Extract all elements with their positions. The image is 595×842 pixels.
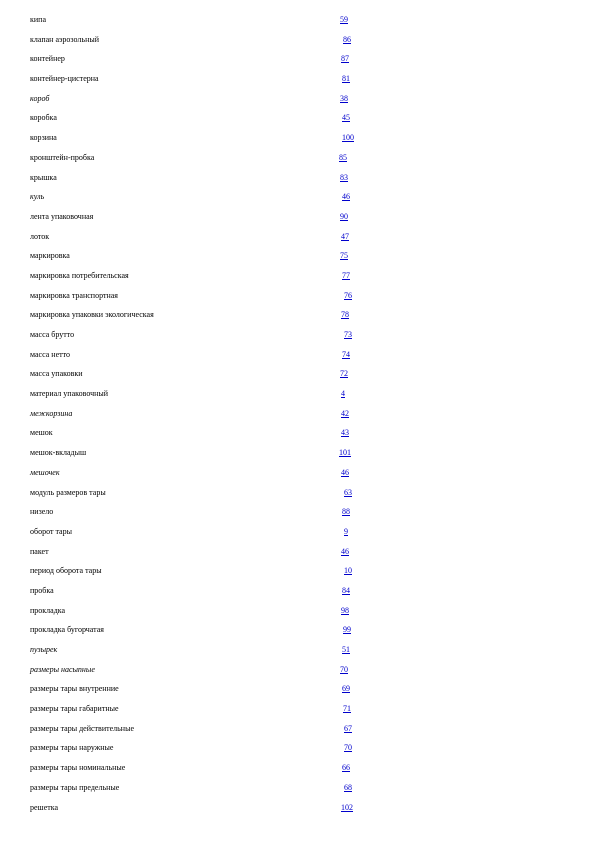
index-term: пакет — [30, 546, 49, 556]
index-entry — [0, 488, 595, 508]
index-term: прокладка — [30, 605, 66, 615]
page-number-link[interactable]: 47 — [341, 231, 349, 241]
index-term: период оборота тары — [30, 566, 102, 576]
index-term: короб — [30, 93, 50, 103]
index-entry — [0, 15, 595, 35]
index-term: низело — [30, 507, 54, 517]
index-term: межкорзина — [30, 408, 73, 418]
page-number-link[interactable]: 81 — [342, 74, 350, 84]
index-entry — [0, 724, 595, 744]
index-term: коробка — [30, 113, 57, 123]
page-number-link[interactable]: 88 — [342, 507, 350, 517]
index-entry — [0, 35, 595, 55]
page-number-link[interactable]: 43 — [341, 428, 349, 438]
index-term: кронштейн-пробка — [30, 152, 95, 162]
index-term: размеры тары габаритные — [30, 704, 119, 714]
page-number-link[interactable]: 83 — [340, 172, 348, 182]
index-entry — [0, 212, 595, 232]
index-term: маркировка — [30, 251, 70, 261]
page-number-link[interactable]: 90 — [340, 211, 348, 221]
index-entry — [0, 507, 595, 527]
page-number-link[interactable]: 63 — [344, 487, 352, 497]
index-entry — [0, 783, 595, 803]
index-term: куль — [30, 192, 45, 202]
index-entry — [0, 350, 595, 370]
index-entry — [0, 468, 595, 488]
index-entry — [0, 113, 595, 133]
index-term: размеры тары действительные — [30, 723, 135, 733]
page-number-link[interactable]: 98 — [341, 605, 349, 615]
index-term: кипа — [30, 15, 46, 24]
page-number-link[interactable]: 85 — [339, 152, 347, 162]
index-term: клапан аэрозольный — [30, 34, 100, 44]
page-number-link[interactable]: 4 — [341, 389, 345, 399]
index-term: маркировка транспортная — [30, 290, 118, 300]
index-entry — [0, 684, 595, 704]
index-term: крышка — [30, 172, 57, 182]
index-entry — [0, 251, 595, 271]
index-term: решетка — [30, 802, 59, 812]
index-term: оборот тары — [30, 526, 72, 536]
index-entry — [0, 763, 595, 783]
index-entry — [0, 310, 595, 330]
index-term: контейнер — [30, 54, 65, 64]
index-entry — [0, 271, 595, 291]
page-number-link[interactable]: 46 — [341, 546, 349, 556]
page-number-link[interactable]: 59 — [340, 15, 348, 24]
page-number-link[interactable]: 9 — [344, 526, 348, 536]
index-term: контейнер-цистерна — [30, 74, 99, 84]
index-entry — [0, 566, 595, 586]
index-entry — [0, 547, 595, 567]
page-number-link[interactable]: 67 — [344, 723, 352, 733]
index-term: размеры тары номинальные — [30, 763, 126, 773]
page-number-link[interactable]: 10 — [344, 566, 352, 576]
index-term: масса брутто — [30, 330, 75, 339]
index-term: маркировка потребительская — [30, 270, 129, 280]
index-entry — [0, 133, 595, 153]
term-index-list — [0, 15, 595, 822]
index-entry — [0, 173, 595, 193]
page-number-link[interactable]: 71 — [343, 704, 351, 714]
index-entry — [0, 409, 595, 429]
page-number-link[interactable]: 101 — [339, 448, 351, 458]
index-entry — [0, 369, 595, 389]
index-entry — [0, 153, 595, 173]
index-entry — [0, 527, 595, 547]
page-number-link[interactable]: 51 — [342, 645, 350, 654]
index-entry — [0, 625, 595, 645]
page-number-link[interactable]: 69 — [342, 684, 350, 694]
page-number-link[interactable]: 73 — [344, 330, 352, 339]
index-entry — [0, 803, 595, 823]
index-term: размеры насыпные — [30, 664, 95, 674]
page-number-link[interactable]: 70 — [344, 743, 352, 753]
page-number-link[interactable]: 72 — [340, 369, 348, 379]
index-term: размеры тары наружные — [30, 743, 114, 753]
page-number-link[interactable]: 46 — [341, 467, 349, 477]
index-term: мешочек — [30, 467, 60, 477]
index-term: пузырек — [30, 645, 58, 654]
page-number-link[interactable]: 84 — [342, 585, 350, 595]
page-number-link[interactable]: 76 — [344, 290, 352, 300]
index-term: масса нетто — [30, 349, 71, 359]
page-number-link[interactable]: 78 — [341, 310, 349, 320]
page-number-link[interactable]: 87 — [341, 54, 349, 64]
page-number-link[interactable]: 42 — [341, 408, 349, 418]
page-number-link[interactable]: 102 — [341, 802, 353, 812]
index-entry — [0, 665, 595, 685]
index-term: материал упаковочный — [30, 389, 109, 399]
page-number-link[interactable]: 66 — [342, 763, 350, 773]
index-entry — [0, 74, 595, 94]
page-number-link[interactable]: 46 — [342, 192, 350, 202]
index-term: лоток — [30, 231, 50, 241]
index-entry — [0, 54, 595, 74]
page-number-link[interactable]: 75 — [340, 251, 348, 261]
index-entry — [0, 448, 595, 468]
index-term: пробка — [30, 585, 54, 595]
index-entry — [0, 291, 595, 311]
index-entry — [0, 94, 595, 114]
page-number-link[interactable]: 74 — [342, 349, 350, 359]
index-term: прокладка бугорчатая — [30, 625, 104, 635]
index-entry — [0, 743, 595, 763]
index-entry — [0, 586, 595, 606]
page-number-link[interactable]: 99 — [343, 625, 351, 635]
page-number-link[interactable]: 68 — [344, 782, 352, 792]
index-term: масса упаковки — [30, 369, 83, 379]
index-entry — [0, 704, 595, 724]
index-term: маркировка упаковки экологическая — [30, 310, 154, 320]
page-number-link[interactable]: 38 — [340, 93, 348, 103]
index-entry — [0, 232, 595, 252]
index-term: мешок — [30, 428, 53, 438]
index-entry — [0, 192, 595, 212]
index-entry — [0, 389, 595, 409]
index-term: размеры тары предельные — [30, 782, 120, 792]
index-entry — [0, 330, 595, 350]
page-number-link[interactable]: 77 — [342, 270, 350, 280]
index-term: корзина — [30, 133, 57, 143]
index-term: лента упаковочная — [30, 211, 94, 221]
page-number-link[interactable]: 45 — [342, 113, 350, 123]
index-term: модуль размеров тары — [30, 487, 106, 497]
page-number-link[interactable]: 70 — [340, 664, 348, 674]
index-term: мешок-вкладыш — [30, 448, 87, 458]
page-number-link[interactable]: 100 — [342, 133, 354, 143]
page-number-link[interactable]: 86 — [343, 34, 351, 44]
index-entry — [0, 606, 595, 626]
index-entry — [0, 645, 595, 665]
index-term: размеры тары внутренние — [30, 684, 119, 694]
index-entry — [0, 428, 595, 448]
